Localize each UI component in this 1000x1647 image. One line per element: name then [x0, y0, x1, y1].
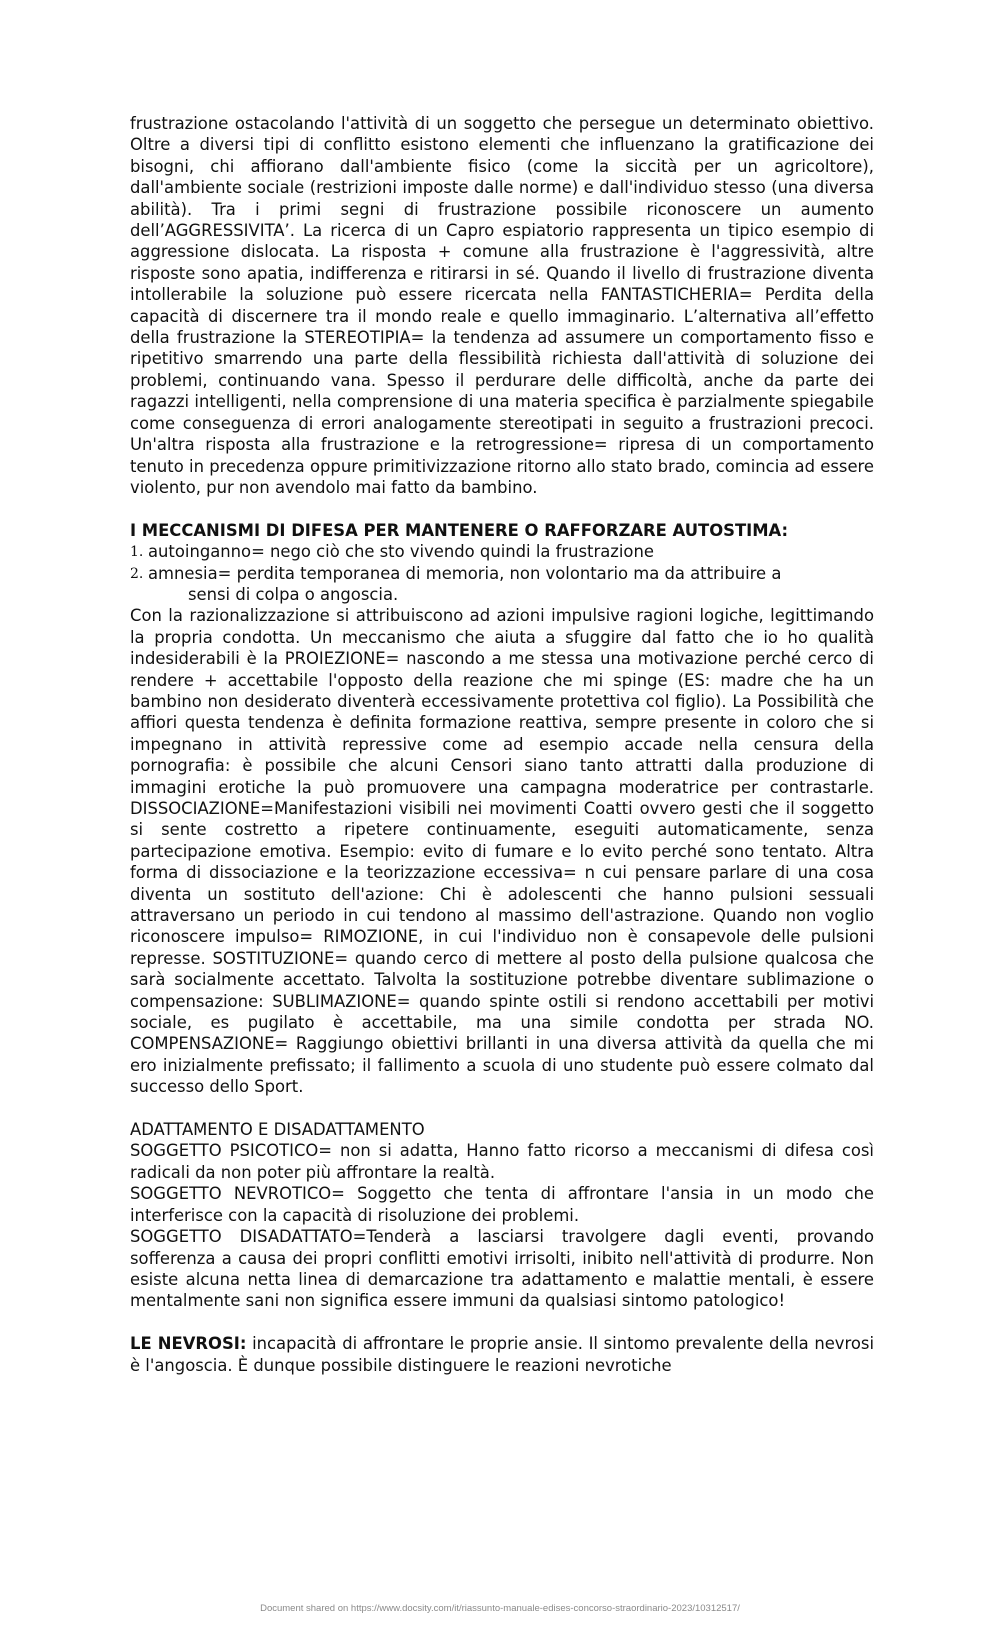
neuroses-label: LE NEVROSI: — [130, 1334, 247, 1354]
paragraph-neurotic: SOGGETTO NEVROTICO= Soggetto che tenta di affrontare l'ansia in un modo che interferisce con la capacità di risoluzione dei problemi. — [130, 1184, 874, 1225]
list-item — [130, 563, 874, 606]
list-number: 2. — [130, 565, 144, 582]
list-number: 1. — [130, 544, 144, 561]
paragraph-neuroses — [130, 1333, 874, 1376]
heading-defense-mechanisms: I MECCANISMI DI DIFESA PER MANTENERE O RAFFORZARE AUTOSTIMA: — [130, 520, 789, 540]
docsity-footer: Document shared on https://www.docsity.com/it/riassunto-manuale-edises-concorso-straordinario-2023/10312517/ — [260, 1603, 740, 1614]
document-body — [130, 113, 874, 1376]
spacer — [130, 1098, 874, 1119]
list-item-continuation: sensi di colpa o angoscia. — [188, 584, 399, 604]
neuroses-text: incapacità di affrontare le proprie ansie. Il sintomo prevalente della nevrosi è l'angoscia. È dunque possibile distinguere le reazioni nevrotiche — [130, 1334, 874, 1375]
defense-list — [130, 541, 874, 605]
spacer — [130, 498, 874, 519]
list-item-text: amnesia= perdita temporanea di memoria, non volontario ma da attribuire a — [148, 563, 782, 583]
list-item-text: autoinganno= nego ciò che sto vivendo quindi la frustrazione — [148, 542, 654, 562]
paragraph-rationalization: Con la razionalizzazione si attribuiscono ad azioni impulsive ragioni logiche, legittimando la propria condotta. Un meccanismo che aiuta a sfuggire dal fatto che io ho qualità indesiderabili è la PROIEZIONE= nascondo a me stessa una motivazione perché cerco di rendere + accettabile l'opposto della reazione che mi spinge (ES: madre che ha un bambino non desiderato diventerà eccessivamente protettiva col figlio). La Possibilità che affiori questa tendenza è definita formazione reattiva, sempre presente in coloro che si impegnano in attività repressive come ad esempio accade nella censura della pornografia: è possibile che alcuni Censori siano tanto attratti dalla produzione di immagini erotiche la può promuovere una campagna moderatrice per contrastarle. DISSOCIAZIONE=Manifestazioni visibili nei movimenti Coatti ovvero gesti che il soggetto si sente costretto a ripetere continuamente, eseguiti automaticamente, senza partecipazione emotiva. Esempio: evito di fumare e lo evito perché sono tentato. Altra forma di dissociazione e la teorizzazione eccessiva= n cui pensare parlare di una cosa diventa un sostituto dell'azione: Chi è adolescenti che hanno pulsioni sessuali attraversano un periodo in cui tendono al massimo dell'astrazione. Quando non voglio riconoscere impulso= RIMOZIONE, in cui l'individuo non è consapevole delle pulsioni represse. SOSTITUZIONE= quando cerco di mettere al posto della pulsione qualcosa che sarà socialmente accettato. Talvolta la sostituzione potrebbe diventare sublimazione o compensazione: SUBLIMAZIONE= quando spinte ostili si rendono accettabili per motivi sociale, es pugilato è accettabile, ma una simile condotta per strada NO. COMPENSAZIONE= Raggiungo obiettivi brillanti in una diversa attività da quella che mi ero inizialmente prefissato; il fallimento a scuola di uno studente può essere colmato dal successo dello Sport. — [130, 606, 874, 1097]
spacer — [130, 1312, 874, 1333]
heading-adaptation: ADATTAMENTO E DISADATTAMENTO — [130, 1120, 425, 1140]
paragraph-maladjusted: SOGGETTO DISADATTATO=Tenderà a lasciarsi travolgere dagli eventi, provando sofferenza a causa dei propri conflitti emotivi irrisolti, inibito nell'attività di produrre. Non esiste alcuna netta linea di demarcazione tra adattamento e malattie mentali, è essere mentalmente sani non significa essere immuni da qualsiasi sintomo patologico! — [130, 1227, 874, 1311]
paragraph-frustration: frustrazione ostacolando l'attività di un soggetto che persegue un determinato obiettivo. Oltre a diversi tipi di conflitto esistono elementi che influenzano la gratificazione dei bisogni, chi affiorano dall'ambiente fisico (come la siccità per un agricoltore), dall'ambiente sociale (restrizioni imposte dalle norme) e dall'individuo stesso (una diversa abilità). Tra i primi segni di frustrazione possibile riconoscere un aumento dell’AGGRESSIVITA’. La ricerca di un Capro espiatorio rappresenta un tipico esempio di aggressione dislocata. La risposta + comune alla frustrazione è l'aggressività, altre risposte sono apatia, indifferenza e ritirarsi in sé. Quando il livello di frustrazione diventa intollerabile la soluzione può essere ricercata nella FANTASTICHERIA= Perdita della capacità di discernere tra il mondo reale e quello immaginario. L’alternativa all’effetto della frustrazione la STEREOTIPIA= la tendenza ad assumere un comportamento fisso e ripetitivo smarrendo una parte della flessibilità richiesta dall'attività di soluzione dei problemi, continuando vana. Spesso il perdurare delle difficoltà, anche da parte dei ragazzi intelligenti, nella comprensione di una materia specifica è parzialmente spiegabile come conseguenza di errori analogamente stereotipati in seguito a frustrazioni precoci. Un'altra risposta alla frustrazione e la retrogressione= ripresa di un comportamento tenuto in precedenza oppure primitivizzazione ritorno allo stato brado, comincia ad essere violento, pur non avendolo mai fatto da bambino. — [130, 114, 874, 497]
list-item — [130, 541, 874, 562]
paragraph-psychotic: SOGGETTO PSICOTICO= non si adatta, Hanno fatto ricorso a meccanismi di difesa così radicali da non poter più affrontare la realtà. — [130, 1141, 874, 1182]
